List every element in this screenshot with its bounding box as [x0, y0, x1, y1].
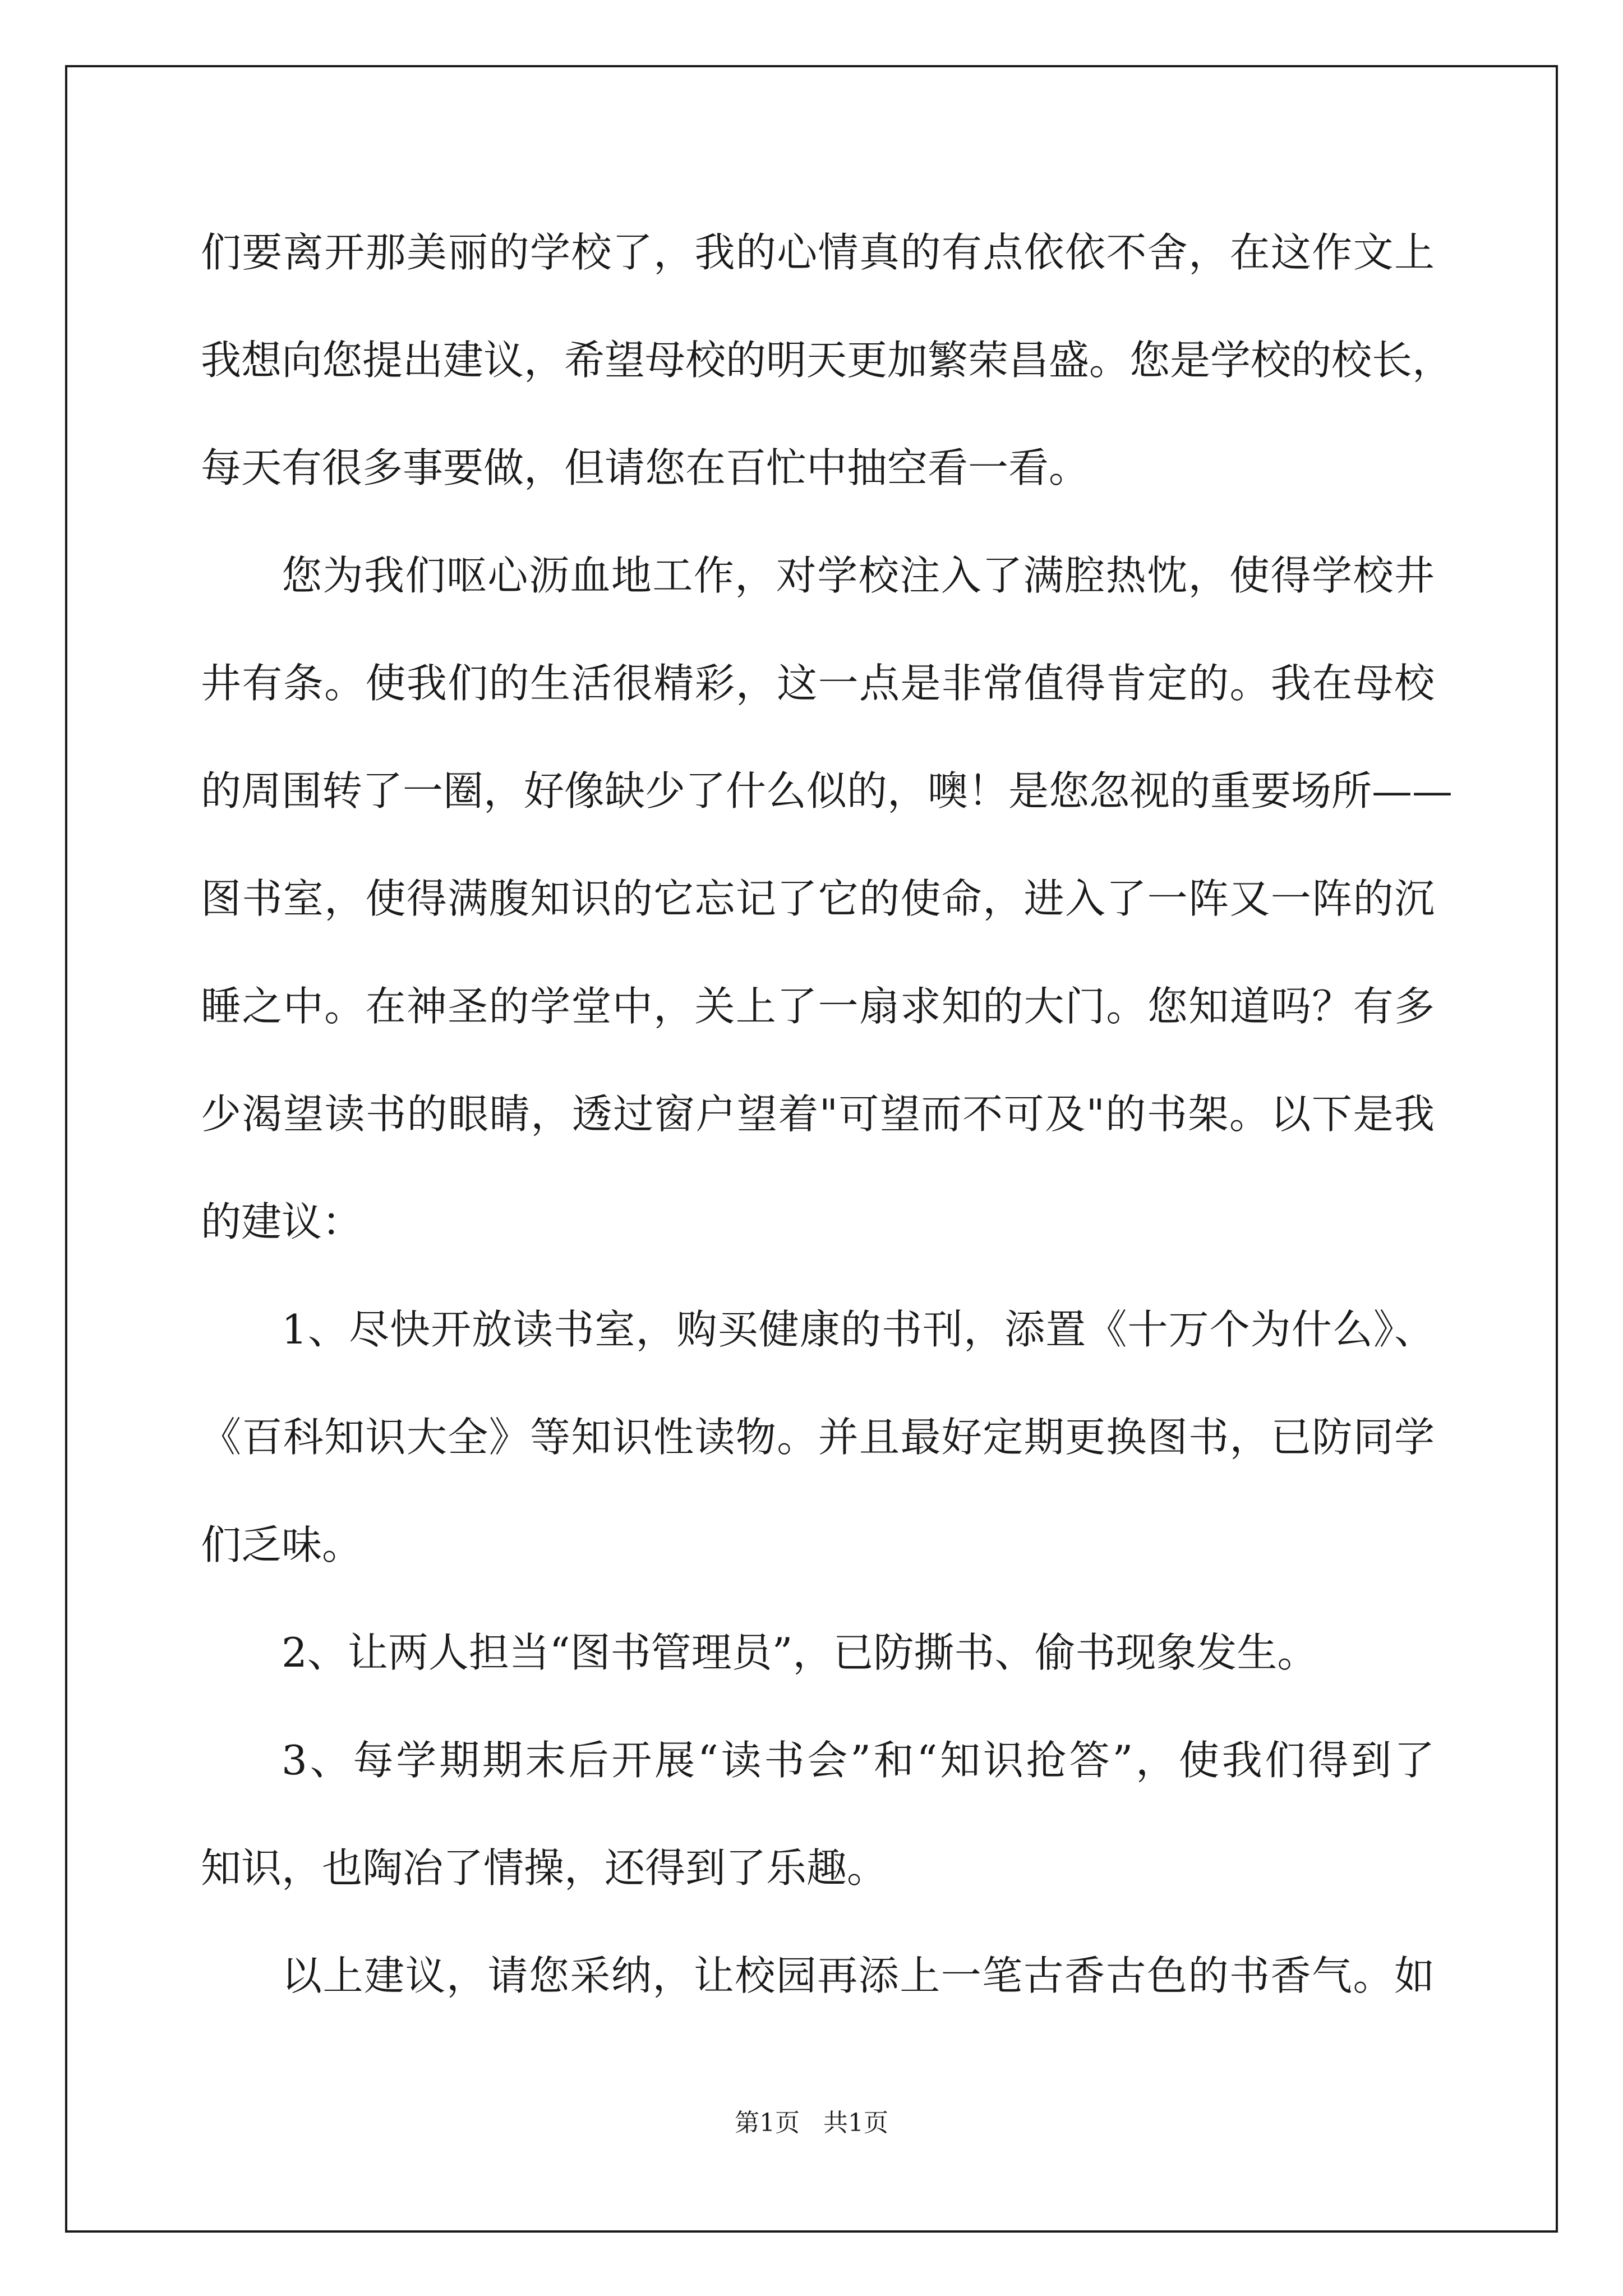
- list-item-first-line: 3、每学期期末后开展“读书会”和“知识抢答”，使我们得到了: [282, 1737, 1435, 1784]
- text-line: 图书室，使得满腹知识的它忘记了它的使命，进入了一阵又一阵的沉: [201, 875, 1435, 922]
- text-line: 们要离开那美丽的学校了，我的心情真的有点依依不舍，在这作文上: [201, 229, 1435, 276]
- text-line: 的建议：: [201, 1198, 363, 1245]
- text-line: 的周围转了一圈，好像缺少了什么似的，噢！是您忽视的重要场所——: [201, 767, 1453, 815]
- text-line: 井有条。使我们的生活很精彩，这一点是非常值得肯定的。我在母校: [201, 660, 1435, 707]
- text-line: 知识，也陶冶了情操，还得到了乐趣。: [201, 1844, 888, 1892]
- text-line: 《百科知识大全》等知识性读物。并且最好定期更换图书，已防同学: [201, 1414, 1435, 1461]
- list-item-first-line: 2、让两人担当“图书管理员”，已防撕书、偷书现象发生。: [282, 1629, 1318, 1676]
- text-line: 每天有很多事要做，但请您在百忙中抽空看一看。: [201, 444, 1090, 491]
- document-body: [201, 219, 1453, 2050]
- text-line: 少渴望读书的眼睛，透过窗户望着"可望而不可及"的书架。以下是我: [201, 1091, 1435, 1138]
- page-number-footer: 第1页 共1页: [735, 2109, 888, 2137]
- paragraph-first-line: 您为我们呕心沥血地工作，对学校注入了满腔热忱，使得学校井: [282, 552, 1435, 599]
- text-line: 我想向您提出建议，希望母校的明天更加繁荣昌盛。您是学校的校长，: [201, 337, 1453, 384]
- paragraph-first-line: 以上建议，请您采纳，让校园再添上一笔古香古色的书香气。如: [282, 1952, 1435, 1999]
- list-item-first-line: 1、尽快开放读书室，购买健康的书刊，添置《十万个为什么》、: [282, 1306, 1435, 1353]
- text-line: 睡之中。在神圣的学堂中，关上了一扇求知的大门。您知道吗？有多: [201, 983, 1435, 1030]
- text-line: 们乏味。: [201, 1521, 363, 1568]
